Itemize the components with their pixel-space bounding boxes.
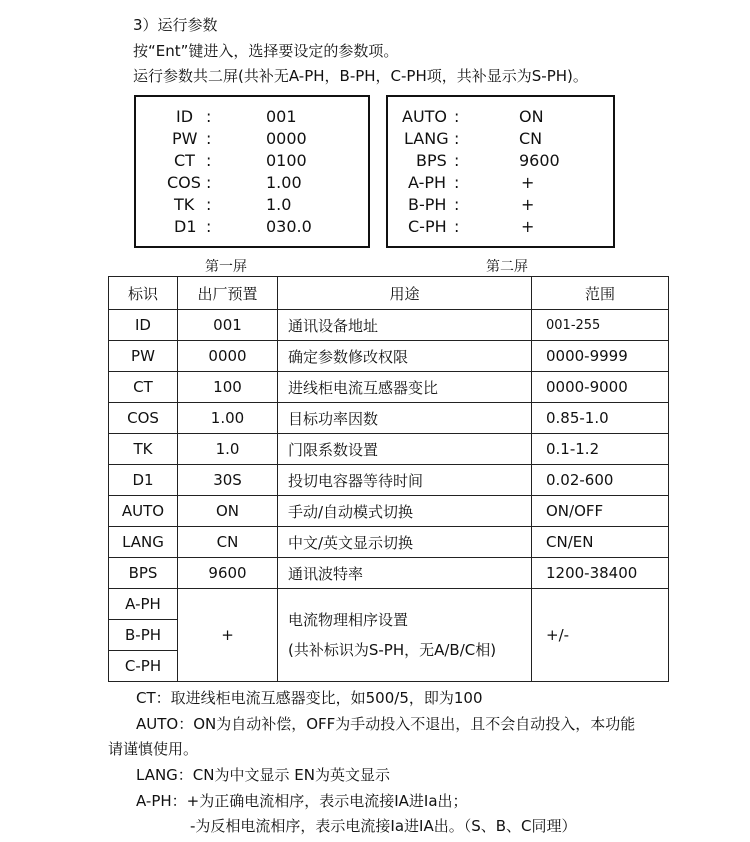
- screen-row: [388, 173, 613, 195]
- header-usage: 用途: [278, 277, 532, 310]
- screen-colon: :: [206, 107, 212, 126]
- screen-row: [136, 217, 368, 239]
- table-row: [109, 310, 669, 341]
- screen-row: [136, 151, 368, 173]
- cell-range: 001-255: [532, 310, 669, 341]
- screen-value: 0100: [266, 151, 307, 170]
- screen-label: C-PH: [408, 217, 447, 236]
- screen-colon: :: [206, 217, 212, 236]
- screen-one-display: [134, 95, 370, 248]
- cell-id: CT: [109, 372, 178, 403]
- table-row: [109, 527, 669, 558]
- cell-id: TK: [109, 434, 178, 465]
- cell-range: 0.1-1.2: [532, 434, 669, 465]
- screen-one-caption: 第一屏: [205, 259, 247, 275]
- screen-label: LANG: [404, 129, 449, 148]
- screen-label: A-PH: [408, 173, 447, 192]
- screen-row: [388, 217, 613, 239]
- screen-row: [136, 129, 368, 151]
- table-row: [109, 558, 669, 589]
- cell-preset: +: [178, 589, 278, 682]
- table-row: [109, 372, 669, 403]
- cell-usage: 中文/英文显示切换: [278, 527, 532, 558]
- intro-line: 按“Ent”键进入，选择要设定的参数项。: [133, 42, 399, 60]
- cell-usage: [278, 589, 532, 682]
- cell-preset: 100: [178, 372, 278, 403]
- header-id: 标识: [109, 277, 178, 310]
- note-auto-cont: 请谨慎使用。: [108, 740, 199, 758]
- screen-label: ID: [176, 107, 194, 126]
- header-range: 范围: [532, 277, 669, 310]
- cell-range: CN/EN: [532, 527, 669, 558]
- parameter-table: [108, 276, 669, 682]
- cell-id: BPS: [109, 558, 178, 589]
- screen-row: [136, 107, 368, 129]
- cell-range: 1200-38400: [532, 558, 669, 589]
- cell-usage: 通讯设备地址: [278, 310, 532, 341]
- screen-row: [388, 107, 613, 129]
- cell-preset: 1.0: [178, 434, 278, 465]
- usage-line: (共补标识为S-PH，无A/B/C相): [288, 641, 497, 659]
- cell-preset: 1.00: [178, 403, 278, 434]
- cell-preset: 30S: [178, 465, 278, 496]
- screen-row: [136, 173, 368, 195]
- note-lang: LANG：CN为中文显示 EN为英文显示: [136, 766, 390, 784]
- screen-two-display: [386, 95, 615, 248]
- cell-preset: 9600: [178, 558, 278, 589]
- cell-id: LANG: [109, 527, 178, 558]
- cell-range: ON/OFF: [532, 496, 669, 527]
- screen-value: 1.00: [266, 173, 302, 192]
- screen-label: AUTO: [402, 107, 448, 126]
- table-row: [109, 341, 669, 372]
- screen-colon: :: [454, 217, 460, 236]
- screen-row: [388, 129, 613, 151]
- cell-usage: 目标功率因数: [278, 403, 532, 434]
- header-preset: 出厂预置: [178, 277, 278, 310]
- table-row: [109, 403, 669, 434]
- section-title: 3）运行参数: [133, 16, 218, 34]
- cell-preset: 001: [178, 310, 278, 341]
- cell-id: COS: [109, 403, 178, 434]
- screen-label: TK: [174, 195, 195, 214]
- screen-row: [388, 151, 613, 173]
- cell-range: 0000-9000: [532, 372, 669, 403]
- cell-range: 0.02-600: [532, 465, 669, 496]
- cell-preset: 0000: [178, 341, 278, 372]
- screen-value: 0000: [266, 129, 307, 148]
- screen-value: +: [521, 195, 535, 214]
- screen-colon: :: [454, 195, 460, 214]
- cell-usage: 投切电容器等待时间: [278, 465, 532, 496]
- cell-range: 0.85-1.0: [532, 403, 669, 434]
- table-row: [109, 589, 669, 620]
- cell-usage: 手动/自动模式切换: [278, 496, 532, 527]
- screen-row: [136, 195, 368, 217]
- cell-usage: 进线柜电流互感器变比: [278, 372, 532, 403]
- cell-usage: 通讯波特率: [278, 558, 532, 589]
- table-row: [109, 434, 669, 465]
- screen-value: 001: [266, 107, 297, 126]
- usage-line: 电流物理相序设置: [288, 611, 409, 629]
- screen-label: CT: [174, 151, 195, 170]
- screen-value: +: [521, 173, 535, 192]
- screen-colon: :: [206, 173, 212, 192]
- cell-id: C-PH: [109, 651, 178, 682]
- note-aph-cont: -为反相电流相序，表示电流接Ia进IA出。（S、B、C同理）: [190, 817, 577, 835]
- cell-preset: CN: [178, 527, 278, 558]
- screen-colon: :: [454, 151, 460, 170]
- cell-range: 0000-9999: [532, 341, 669, 372]
- table-header-row: [109, 277, 669, 310]
- screen-value: 030.0: [266, 217, 312, 236]
- table-row: [109, 496, 669, 527]
- screen-label: PW: [172, 129, 198, 148]
- screen-label: BPS: [416, 151, 447, 170]
- note-aph: A-PH：+为正确电流相序，表示电流接IA进Ia出；: [136, 792, 468, 810]
- screen-colon: :: [206, 151, 212, 170]
- screen-two-caption: 第二屏: [486, 259, 528, 275]
- screen-value: 9600: [519, 151, 560, 170]
- screen-label: D1: [174, 217, 197, 236]
- screen-colon: :: [454, 129, 460, 148]
- screen-colon: :: [454, 173, 460, 192]
- cell-range: +/-: [532, 589, 669, 682]
- intro-line: 运行参数共二屏(共补无A-PH，B-PH，C-PH项，共补显示为S-PH)。: [133, 67, 588, 85]
- screen-colon: :: [206, 195, 212, 214]
- screen-row: [388, 195, 613, 217]
- cell-id: AUTO: [109, 496, 178, 527]
- screen-value: +: [521, 217, 535, 236]
- screen-colon: :: [454, 107, 460, 126]
- note-ct: CT：取进线柜电流互感器变比，如500/5，即为100: [136, 689, 483, 707]
- screen-value: 1.0: [266, 195, 292, 214]
- table-row: [109, 465, 669, 496]
- cell-id: B-PH: [109, 620, 178, 651]
- cell-id: A-PH: [109, 589, 178, 620]
- cell-id: ID: [109, 310, 178, 341]
- screen-colon: :: [206, 129, 212, 148]
- cell-id: D1: [109, 465, 178, 496]
- cell-id: PW: [109, 341, 178, 372]
- screen-value: ON: [519, 107, 544, 126]
- screen-label: B-PH: [408, 195, 447, 214]
- cell-usage: 门限系数设置: [278, 434, 532, 465]
- cell-preset: ON: [178, 496, 278, 527]
- screen-label: COS: [167, 173, 201, 192]
- cell-usage: 确定参数修改权限: [278, 341, 532, 372]
- note-auto: AUTO：ON为自动补偿，OFF为手动投入不退出，且不会自动投入，本功能: [136, 715, 636, 733]
- screen-value: CN: [519, 129, 543, 148]
